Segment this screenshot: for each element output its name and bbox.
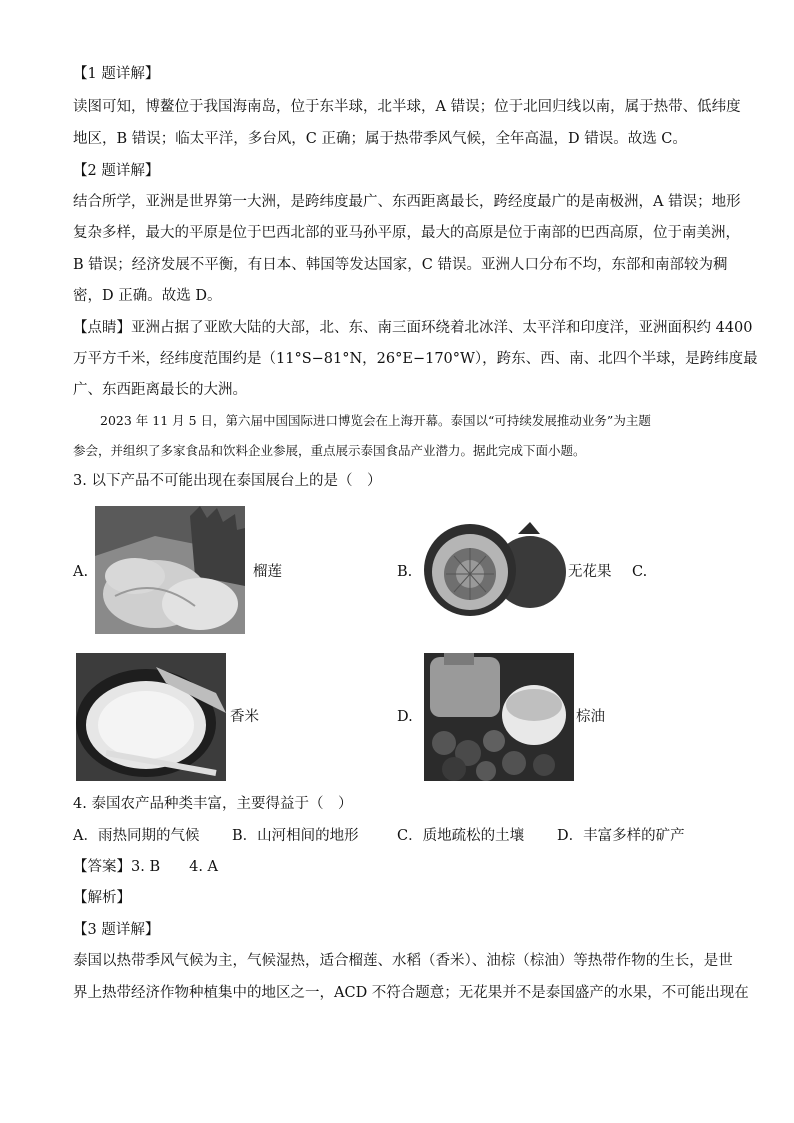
q2-line-3: B 错误；经济发展不平衡，有日本、韩国等发达国家，C 错误。亚洲人口分布不均，东部和南部较为稠 (73, 257, 728, 273)
answer-label: 【答案】 (73, 859, 131, 875)
q3-detail-line-2: 界上热带经济作物种植集中的地区之一，ACD 不符合题意；无花果并不是泰国盛产的水果，不可能出现在 (73, 985, 749, 1001)
analysis-label: 【解析】 (73, 890, 131, 906)
q4-question: 4. 泰国农产品种类丰富，主要得益于（ ） (73, 796, 353, 812)
option-c-label: 香米 (230, 709, 259, 725)
durian-image (95, 506, 245, 634)
option-a-label: 榴莲 (253, 564, 282, 580)
q4-option-b: B．山河相间的地形 (232, 828, 359, 844)
tip-line-3: 广、东西距离最长的大洲。 (73, 382, 247, 398)
q4-option-a: A．雨热同期的气候 (73, 828, 200, 844)
palm-oil-image (424, 653, 574, 781)
answer-text: 3. B 4. A (131, 859, 219, 875)
q4-option-c: C．质地疏松的土壤 (397, 828, 525, 844)
option-b-letter: B. (397, 564, 413, 580)
option-d-label: 棕油 (576, 709, 605, 725)
q4-option-d: D．丰富多样的矿产 (557, 828, 685, 844)
q2-line-4: 密，D 正确。故选 D。 (73, 288, 222, 304)
option-a-letter: A. (73, 564, 89, 580)
q1-heading: 【1 题详解】 (73, 66, 160, 82)
passage-line-1: 2023 年 11 月 5 日，第六届中国国际进口博览会在上海开幕。泰国以“可持续发展推动业务”为主题 (100, 413, 651, 428)
passage-line-2: 参会，并组织了多家食品和饮料企业参展，重点展示泰国食品产业潜力。据此完成下面小题。 (73, 443, 586, 458)
fig-image (418, 512, 566, 624)
q3-detail-line-1: 泰国以热带季风气候为主，气候湿热，适合榴莲、水稻（香米）、油棕（棕油）等热带作物的生长，是世 (73, 953, 733, 969)
q3-detail-heading: 【3 题详解】 (73, 922, 160, 938)
option-b-label: 无花果 (568, 564, 612, 580)
q2-line-2: 复杂多样，最大的平原是位于巴西北部的亚马孙平原，最大的高原是位于南部的巴西高原，位于南美洲， (73, 225, 740, 241)
q1-line-1: 读图可知，博鳌位于我国海南岛，位于东半球，北半球，A 错误；位于北回归线以南，属于热带、低纬度 (73, 99, 741, 115)
q3-question: 3. 以下产品不可能出现在泰国展台上的是（ ） (73, 473, 382, 489)
option-c-letter: C. (632, 564, 648, 580)
q2-heading: 【2 题详解】 (73, 163, 160, 179)
answer-line (73, 857, 218, 877)
option-d-letter: D. (397, 709, 413, 725)
rice-image (76, 653, 226, 781)
q1-line-2: 地区，B 错误；临太平洋，多台风，C 正确；属于热带季风气候，全年高温，D 错误。故选 C。 (73, 131, 687, 147)
tip-line-1: 【点睛】亚洲占据了亚欧大陆的大部，北、东、南三面环绕着北冰洋、太平洋和印度洋，亚洲面积约 4400 (73, 320, 753, 336)
q2-line-1: 结合所学，亚洲是世界第一大洲，是跨纬度最广、东西距离最长，跨经度最广的是南极洲，A 错误；地形 (73, 194, 741, 210)
tip-line-2: 万平方千米，经纬度范围约是（11°S−81°N，26°E−170°W），跨东、西、南、北四个半球，是跨纬度最 (73, 351, 758, 367)
